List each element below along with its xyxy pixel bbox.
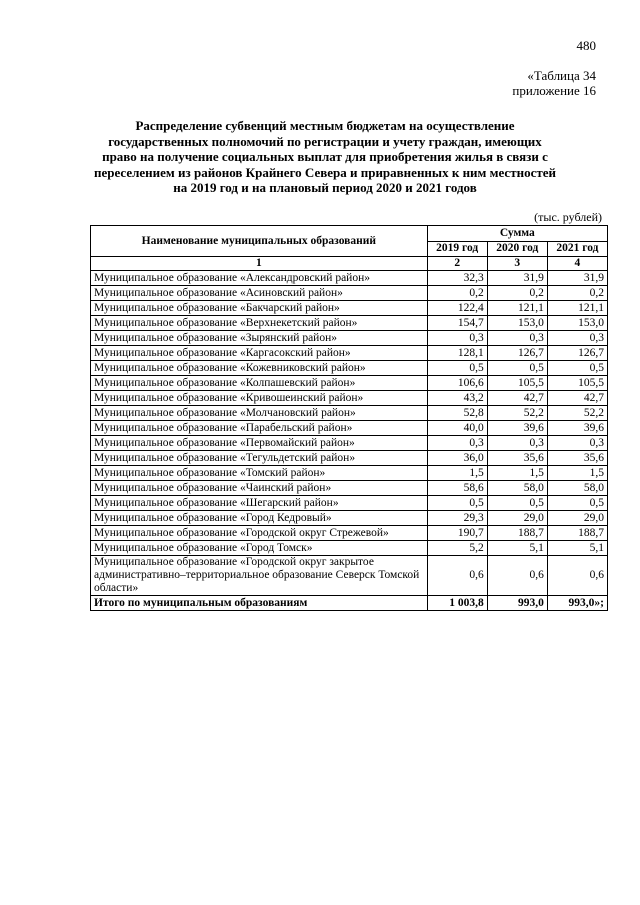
- value-2021: 58,0: [547, 481, 607, 496]
- municipality-name: Муниципальное образование «Шегарский район»: [91, 496, 428, 511]
- table-row: [91, 496, 608, 511]
- value-2019: 154,7: [427, 316, 487, 331]
- column-number: 4: [547, 257, 607, 271]
- total-2021: 993,0»;: [547, 596, 607, 611]
- value-2021: 0,6: [547, 556, 607, 596]
- table-row: [91, 391, 608, 406]
- value-2019: 1,5: [427, 466, 487, 481]
- value-2021: 35,6: [547, 451, 607, 466]
- municipality-name: Муниципальное образование «Томский район»: [91, 466, 428, 481]
- value-2020: 1,5: [487, 466, 547, 481]
- value-2020: 35,6: [487, 451, 547, 466]
- value-2019: 0,6: [427, 556, 487, 596]
- value-2019: 58,6: [427, 481, 487, 496]
- value-2020: 188,7: [487, 526, 547, 541]
- table-row: [91, 346, 608, 361]
- municipality-name: Муниципальное образование «Александровский район»: [91, 271, 428, 286]
- table-row: [91, 286, 608, 301]
- column-number: 1: [91, 257, 428, 271]
- municipality-name: Муниципальное образование «Кожевниковский район»: [91, 361, 428, 376]
- table-row: [91, 511, 608, 526]
- municipality-name: Муниципальное образование «Молчановский район»: [91, 406, 428, 421]
- value-2019: 52,8: [427, 406, 487, 421]
- municipality-name: Муниципальное образование «Первомайский район»: [91, 436, 428, 451]
- table-row: [91, 331, 608, 346]
- value-2019: 0,2: [427, 286, 487, 301]
- value-2019: 36,0: [427, 451, 487, 466]
- municipality-name: Муниципальное образование «Тегульдетский район»: [91, 451, 428, 466]
- header-year-2020: 2020 год: [487, 241, 547, 257]
- total-2020: 993,0: [487, 596, 547, 611]
- header-year-2021: 2021 год: [547, 241, 607, 257]
- table-body: [91, 271, 608, 611]
- table-row: [91, 526, 608, 541]
- value-2021: 1,5: [547, 466, 607, 481]
- value-2021: 0,3: [547, 331, 607, 346]
- municipality-name: Муниципальное образование «Верхнекетский район»: [91, 316, 428, 331]
- total-2019: 1 003,8: [427, 596, 487, 611]
- value-2021: 126,7: [547, 346, 607, 361]
- value-2019: 32,3: [427, 271, 487, 286]
- total-row: [91, 596, 608, 611]
- value-2021: 121,1: [547, 301, 607, 316]
- municipality-name: Муниципальное образование «Колпашевский район»: [91, 376, 428, 391]
- value-2020: 0,2: [487, 286, 547, 301]
- value-2020: 126,7: [487, 346, 547, 361]
- value-2019: 29,3: [427, 511, 487, 526]
- subvention-table: [90, 225, 608, 611]
- value-2019: 40,0: [427, 421, 487, 436]
- value-2021: 0,2: [547, 286, 607, 301]
- table-row: [91, 376, 608, 391]
- appendix-reference: [512, 68, 596, 98]
- municipality-name: Муниципальное образование «Бакчарский район»: [91, 301, 428, 316]
- value-2021: 0,5: [547, 496, 607, 511]
- value-2021: 39,6: [547, 421, 607, 436]
- table-row: [91, 436, 608, 451]
- value-2019: 106,6: [427, 376, 487, 391]
- table-row: [91, 271, 608, 286]
- value-2021: 5,1: [547, 541, 607, 556]
- value-2019: 128,1: [427, 346, 487, 361]
- table-row: [91, 451, 608, 466]
- value-2020: 29,0: [487, 511, 547, 526]
- table-row: [91, 301, 608, 316]
- value-2020: 153,0: [487, 316, 547, 331]
- value-2021: 52,2: [547, 406, 607, 421]
- value-2019: 43,2: [427, 391, 487, 406]
- value-2021: 188,7: [547, 526, 607, 541]
- table-row: [91, 361, 608, 376]
- appendix-label: приложение 16: [512, 83, 596, 98]
- units-label: (тыс. рублей): [534, 210, 602, 224]
- title-line: государственных полномочий по регистрации и учету граждан, имеющих: [108, 133, 542, 149]
- value-2021: 0,3: [547, 436, 607, 451]
- value-2019: 0,3: [427, 331, 487, 346]
- municipality-name: Муниципальное образование «Чаинский район»: [91, 481, 428, 496]
- value-2021: 31,9: [547, 271, 607, 286]
- table-row: [91, 316, 608, 331]
- value-2020: 0,5: [487, 361, 547, 376]
- table-row: [91, 481, 608, 496]
- municipality-name: Муниципальное образование «Асиновский район»: [91, 286, 428, 301]
- table-row: [91, 466, 608, 481]
- header-sum: Сумма: [427, 226, 607, 242]
- municipality-name: Муниципальное образование «Город Томск»: [91, 541, 428, 556]
- total-label: Итого по муниципальным образованиям: [91, 596, 428, 611]
- municipality-name: Муниципальное образование «Зырянский район»: [91, 331, 428, 346]
- value-2020: 105,5: [487, 376, 547, 391]
- header-year-2019: 2019 год: [427, 241, 487, 257]
- municipality-name: Муниципальное образование «Каргасокский район»: [91, 346, 428, 361]
- value-2019: 0,5: [427, 361, 487, 376]
- value-2019: 122,4: [427, 301, 487, 316]
- table-row: [91, 406, 608, 421]
- value-2021: 153,0: [547, 316, 607, 331]
- value-2021: 42,7: [547, 391, 607, 406]
- document-title: [90, 118, 560, 196]
- title-line: переселением из районов Крайнего Севера и приравненных к ним местностей: [94, 164, 556, 180]
- value-2019: 190,7: [427, 526, 487, 541]
- value-2020: 0,3: [487, 331, 547, 346]
- value-2020: 52,2: [487, 406, 547, 421]
- value-2020: 0,6: [487, 556, 547, 596]
- title-line: Распределение субвенций местным бюджетам на осуществление: [135, 118, 515, 133]
- value-2020: 31,9: [487, 271, 547, 286]
- table-row: [91, 541, 608, 556]
- column-number: 3: [487, 257, 547, 271]
- value-2020: 39,6: [487, 421, 547, 436]
- page-number: 480: [576, 38, 596, 53]
- municipality-name: Муниципальное образование «Город Кедровый»: [91, 511, 428, 526]
- title-line: право на получение социальных выплат для приобретения жилья в связи с: [102, 149, 548, 165]
- value-2021: 29,0: [547, 511, 607, 526]
- municipality-name: Муниципальное образование «Городской округ закрытое административно–территориальное образование Северск Томской области»: [91, 556, 428, 596]
- value-2020: 0,5: [487, 496, 547, 511]
- value-2019: 0,3: [427, 436, 487, 451]
- municipality-name: Муниципальное образование «Городской округ Стрежевой»: [91, 526, 428, 541]
- value-2019: 5,2: [427, 541, 487, 556]
- value-2020: 58,0: [487, 481, 547, 496]
- value-2019: 0,5: [427, 496, 487, 511]
- appendix-table-label: «Таблица 34: [527, 68, 596, 83]
- table-row: [91, 556, 608, 596]
- header-municipality: Наименование муниципальных образований: [91, 226, 428, 257]
- table-row: [91, 421, 608, 436]
- value-2021: 0,5: [547, 361, 607, 376]
- column-number: 2: [427, 257, 487, 271]
- value-2020: 121,1: [487, 301, 547, 316]
- municipality-name: Муниципальное образование «Парабельский район»: [91, 421, 428, 436]
- value-2021: 105,5: [547, 376, 607, 391]
- municipality-name: Муниципальное образование «Кривошеинский район»: [91, 391, 428, 406]
- value-2020: 42,7: [487, 391, 547, 406]
- value-2020: 5,1: [487, 541, 547, 556]
- value-2020: 0,3: [487, 436, 547, 451]
- title-line: на 2019 год и на плановый период 2020 и 2021 годов: [173, 180, 477, 196]
